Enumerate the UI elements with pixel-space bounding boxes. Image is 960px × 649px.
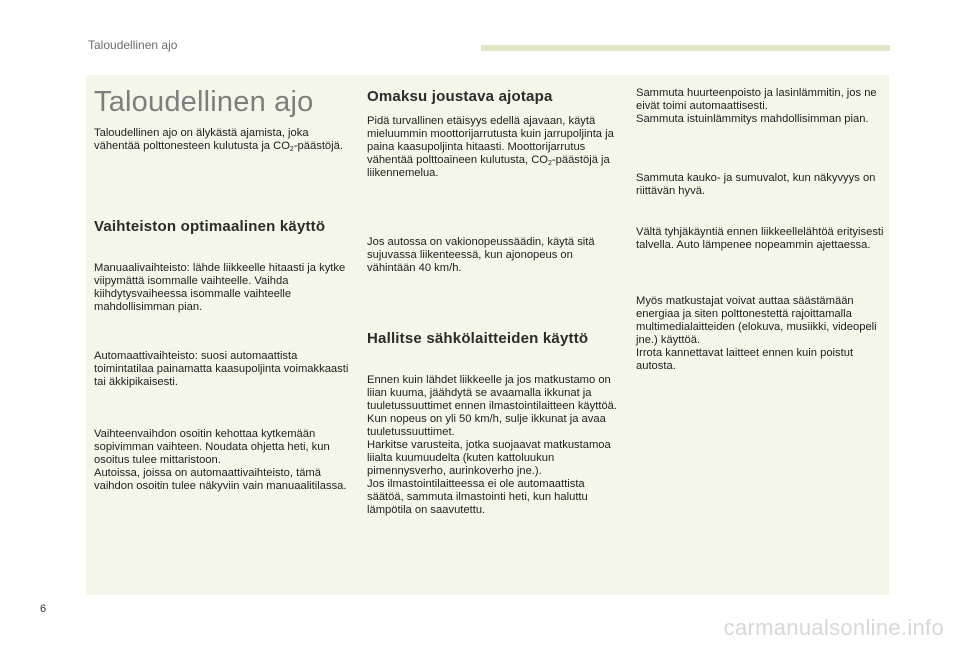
driving-style-paragraph-1: Pidä turvallinen etäisyys edellä ajavaan, käytä mieluummin moottorijarrutusta kuin jarrupoljinta ja paina kaasupoljinta hitaasti. Moottorijarrutus vähentää polttoaineen kulutusta, $CO_2$-päästöjä ja liikennemelua. <box>367 115 614 179</box>
electrical-heading: Hallitse sähkölaitteiden käyttö <box>367 330 589 347</box>
right-paragraph-4: Myös matkustajat voivat auttaa säästämään energiaa ja siten polttonestettä rajoittamalla multimedialaitteiden (elokuva, musiikki, videopeli jne.) käyttöä. Irrota kannettavat laitteet ennen kuin poistut autosta. <box>636 295 877 372</box>
electrical-paragraph: Ennen kuin lähdet liikkeelle ja jos matkustamo on liian kuuma, jäähdytä se avaamalla ikkunat ja tuuletussuuttimet ennen ilmastointilaitteen käyttöä. Kun nopeus on yli 50 km/h, sulje ikkunat ja avaa tuuletussuuttimet. Harkitse varusteita, jotka suojaavat matkustamoa liialta kuumuudelta (kuten kattoluukun pimennysverho, aurinkoverho jne.). Jos ilmastointilaitteessa ei ole automaattista säätöä, sammuta ilmastointi heti, kun haluttu lämpötila on saavutettu. <box>367 374 617 516</box>
section-header: Taloudellinen ajo <box>88 38 178 52</box>
page-number: 6 <box>40 603 47 615</box>
watermark-text: carmanualsonline.info <box>723 615 944 640</box>
gear-heading: Vaihteiston optimaalinen käyttö <box>94 218 326 235</box>
header-accent-bar <box>481 45 890 51</box>
right-paragraph-1: Sammuta huurteenpoisto ja lasinlämmitin, jos ne eivät toimi automaattisesti. Sammuta istuinlämmitys mahdollisimman pian. <box>636 87 877 125</box>
page-title: Taloudellinen ajo <box>94 86 314 118</box>
right-paragraph-3: Vältä tyhjäkäyntiä ennen liikkeellelähtöä erityisesti talvella. Auto lämpenee nopeammin ajettaessa. <box>636 226 884 251</box>
driving-style-heading: Omaksu joustava ajotapa <box>367 88 553 105</box>
gear-paragraph-3: Vaihteenvaihdon osoitin kehottaa kytkemään sopivimman vaihteen. Noudata ohjetta heti, kun osoitus tulee mittaristoon. Autoissa, joissa on automaattivaihteisto, tämä vaihdon osoitin tulee näkyviin vain manuaalitilassa. <box>94 428 347 492</box>
right-paragraph-2: Sammuta kauko- ja sumuvalot, kun näkyvyys on riittävän hyvä. <box>636 172 876 197</box>
intro-paragraph: Taloudellinen ajo on älykästä ajamista, joka vähentää polttonesteen kulutusta ja $CO_2$-päästöjä. <box>94 127 343 153</box>
driving-style-paragraph-2: Jos autossa on vakionopeussäädin, käytä sitä sujuvassa liikenteessä, kun ajonopeus on vähintään 40 km/h. <box>367 236 595 274</box>
gear-paragraph-2: Automaattivaihteisto: suosi automaattista toimintatilaa painamatta kaasupoljinta voimakkaasti tai äkkipikaisesti. <box>94 350 349 388</box>
gear-paragraph-1: Manuaalivaihteisto: lähde liikkeelle hitaasti ja kytke viipymättä isommalle vaihteelle. Vaihda kiihdytysvaiheessa isommalle vaihteelle mahdollisimman pian. <box>94 262 346 313</box>
